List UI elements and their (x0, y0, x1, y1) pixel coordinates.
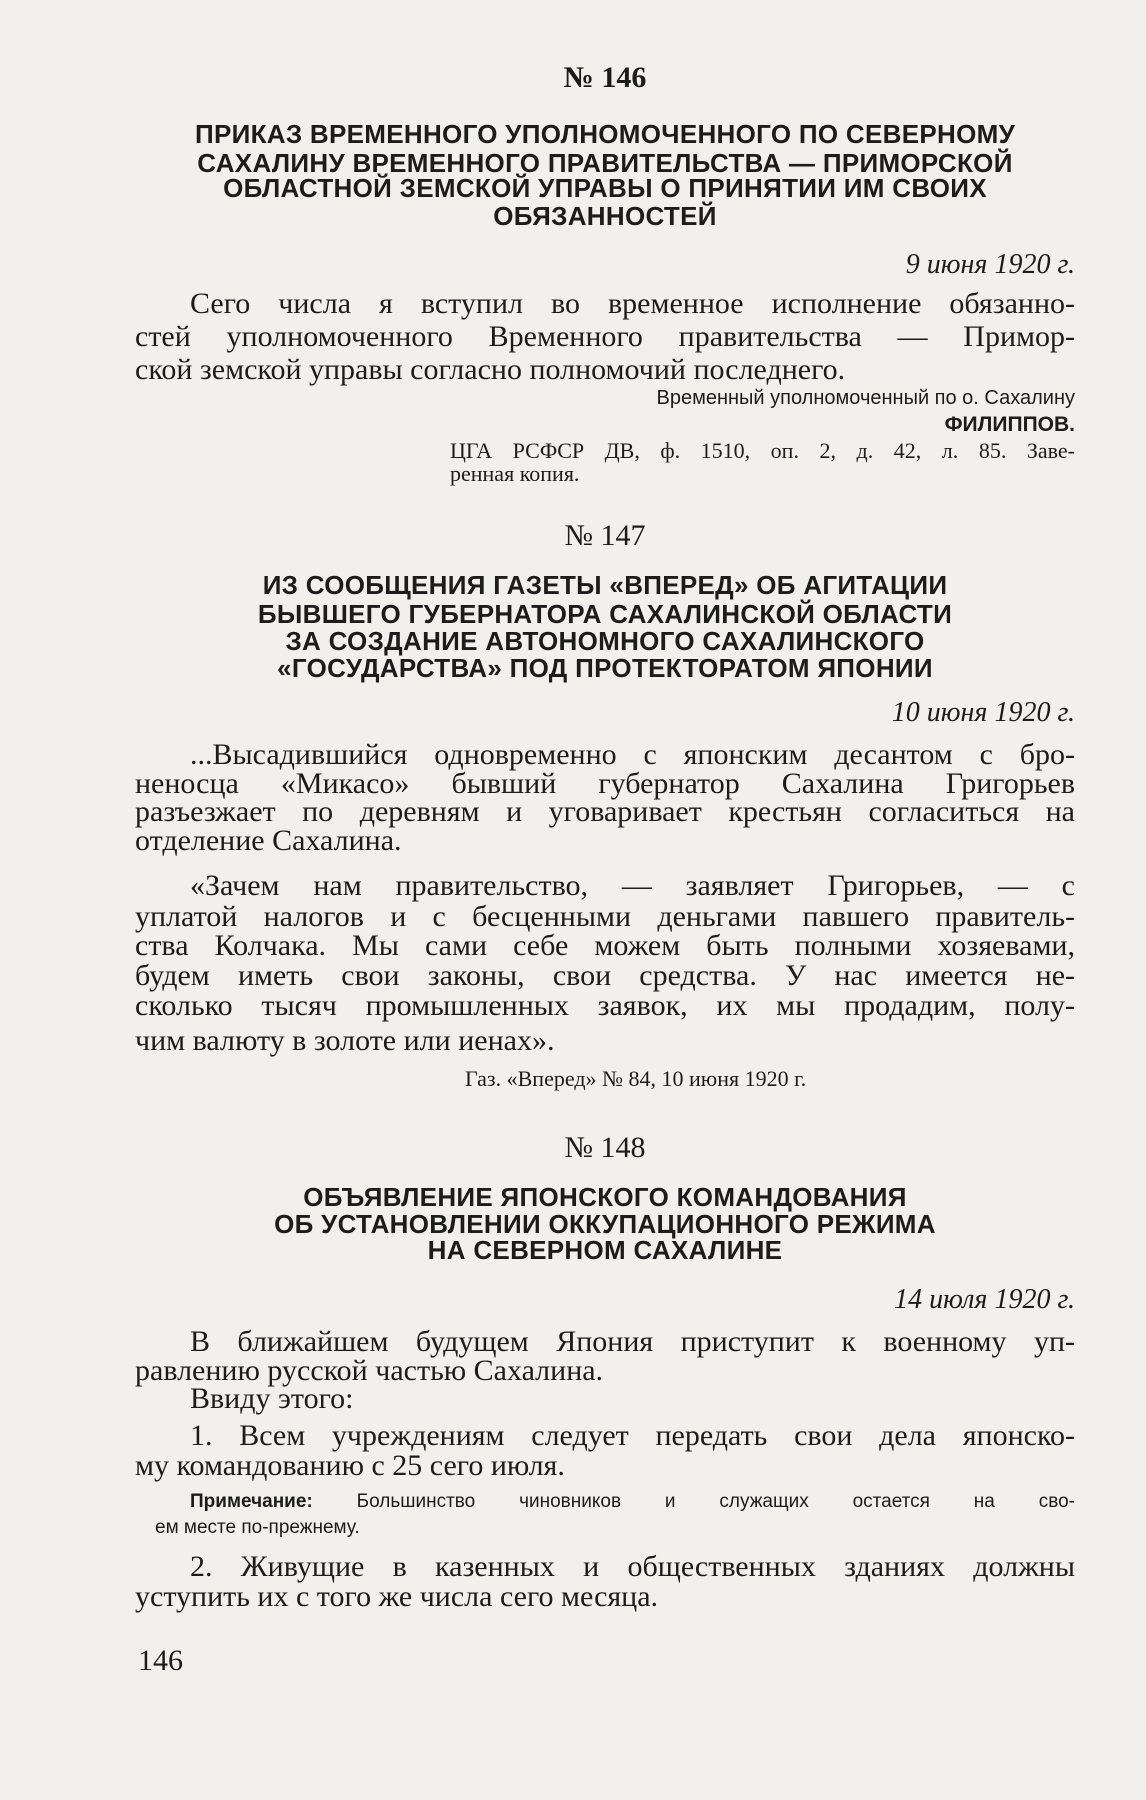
document-number: № 146 (563, 61, 647, 94)
page-number: 146 (138, 1644, 183, 1677)
body-line: неносца «Микасо» бывший губернатор Сахалина Григорьев (135, 767, 1075, 800)
document-title-line: НА СЕВЕРНОМ САХАЛИНЕ (427, 1235, 783, 1265)
body-line: равлению русской частью Сахалина. (135, 1354, 604, 1387)
archive-source: ЦГА РСФСР ДВ, ф. 1510, оп. 2, д. 42, л. 85. Заве- (450, 438, 1075, 463)
body-line: Сего числа я вступил во временное исполнение обязанно- (190, 287, 1075, 320)
document-title-line: ОБЯЗАННОСТЕЙ (493, 201, 717, 231)
body-line: ства Колчака. Мы сами себе можем быть полными хозяевами, (135, 929, 1075, 962)
document-title-line: ОБ УСТАНОВЛЕНИИ ОККУПАЦИОННОГО РЕЖИМА (274, 1209, 936, 1239)
document-title-line: ОБЛАСТНОЙ ЗЕМСКОЙ УПРАВЫ О ПРИНЯТИИ ИМ СВОИХ (223, 173, 987, 203)
body-line: В ближайшем будущем Япония приступит к военному уп- (190, 1325, 1075, 1358)
body-line: отделение Сахалина. (135, 824, 402, 857)
document-title-line: ОБЪЯВЛЕНИЕ ЯПОНСКОГО КОМАНДОВАНИЯ (303, 1182, 907, 1212)
body-line: разъезжает по деревням и уговаривает крестьян согласиться на (135, 795, 1075, 828)
list-item-line: 2. Живущие в казенных и общественных зданиях должны (190, 1550, 1075, 1583)
signature-title: Временный уполномоченный по о. Сахалину (656, 387, 1075, 409)
body-line: «Зачем нам правительство, — заявляет Григорьев, — с (190, 869, 1075, 902)
body-line: Ввиду этого: (190, 1382, 354, 1415)
list-item-line: му командованию с 25 сего июля. (135, 1449, 565, 1482)
document-title-line: ЗА СОЗДАНИЕ АВТОНОМНОГО САХАЛИНСКОГО (285, 626, 925, 656)
newspaper-source: Газ. «Вперед» № 84, 10 июня 1920 г. (465, 1066, 807, 1091)
body-line: чим валюту в золоте или иенах». (135, 1024, 555, 1057)
document-title-line: БЫВШЕГО ГУБЕРНАТОРА САХАЛИНСКОЙ ОБЛАСТИ (257, 599, 953, 629)
document-date: 14 июля 1920 г. (894, 1284, 1075, 1315)
document-title-line: «ГОСУДАРСТВА» ПОД ПРОТЕКТОРАТОМ ЯПОНИИ (277, 653, 933, 683)
signature-name: ФИЛИППОВ. (944, 413, 1075, 436)
list-item-line: 1. Всем учреждениям следует передать свои дела японско- (190, 1419, 1075, 1452)
document-title-line: САХАЛИНУ ВРЕМЕННОГО ПРАВИТЕЛЬСТВА — ПРИМОРСКОЙ (197, 148, 1013, 178)
body-line: уплатой налогов и с бесценными деньгами павшего правитель- (135, 900, 1075, 933)
body-line: ской земской управы согласно полномочий последнего. (135, 353, 846, 386)
body-line: стей уполномоченного Временного правительства — Примор- (135, 320, 1075, 353)
list-item-line: уступить их с того же числа сего месяца. (135, 1580, 659, 1613)
archive-source: ренная копия. (450, 461, 580, 486)
document-date: 10 июня 1920 г. (891, 697, 1075, 728)
document-number: № 147 (564, 519, 646, 552)
body-line: сколько тысяч промышленных заявок, их мы продадим, полу- (135, 989, 1075, 1022)
body-line: ...Высадившийся одновременно с японским десантом с бро- (190, 738, 1075, 771)
note-text: Большинство чиновников и служащих остается на сво- (356, 1491, 1075, 1512)
note-line: ем месте по-прежнему. (155, 1517, 360, 1538)
body-line: будем иметь свои законы, свои средства. У нас имеется не- (135, 959, 1075, 992)
document-date: 9 июня 1920 г. (905, 249, 1075, 280)
document-title-line: ИЗ СООБЩЕНИЯ ГАЗЕТЫ «ВПЕРЕД» ОБ АГИТАЦИИ (262, 570, 948, 600)
note-label: Примечание: (190, 1491, 313, 1512)
document-title-line: ПРИКАЗ ВРЕМЕННОГО УПОЛНОМОЧЕННОГО ПО СЕВЕРНОМУ (194, 119, 1016, 149)
document-number: № 148 (564, 1131, 646, 1164)
